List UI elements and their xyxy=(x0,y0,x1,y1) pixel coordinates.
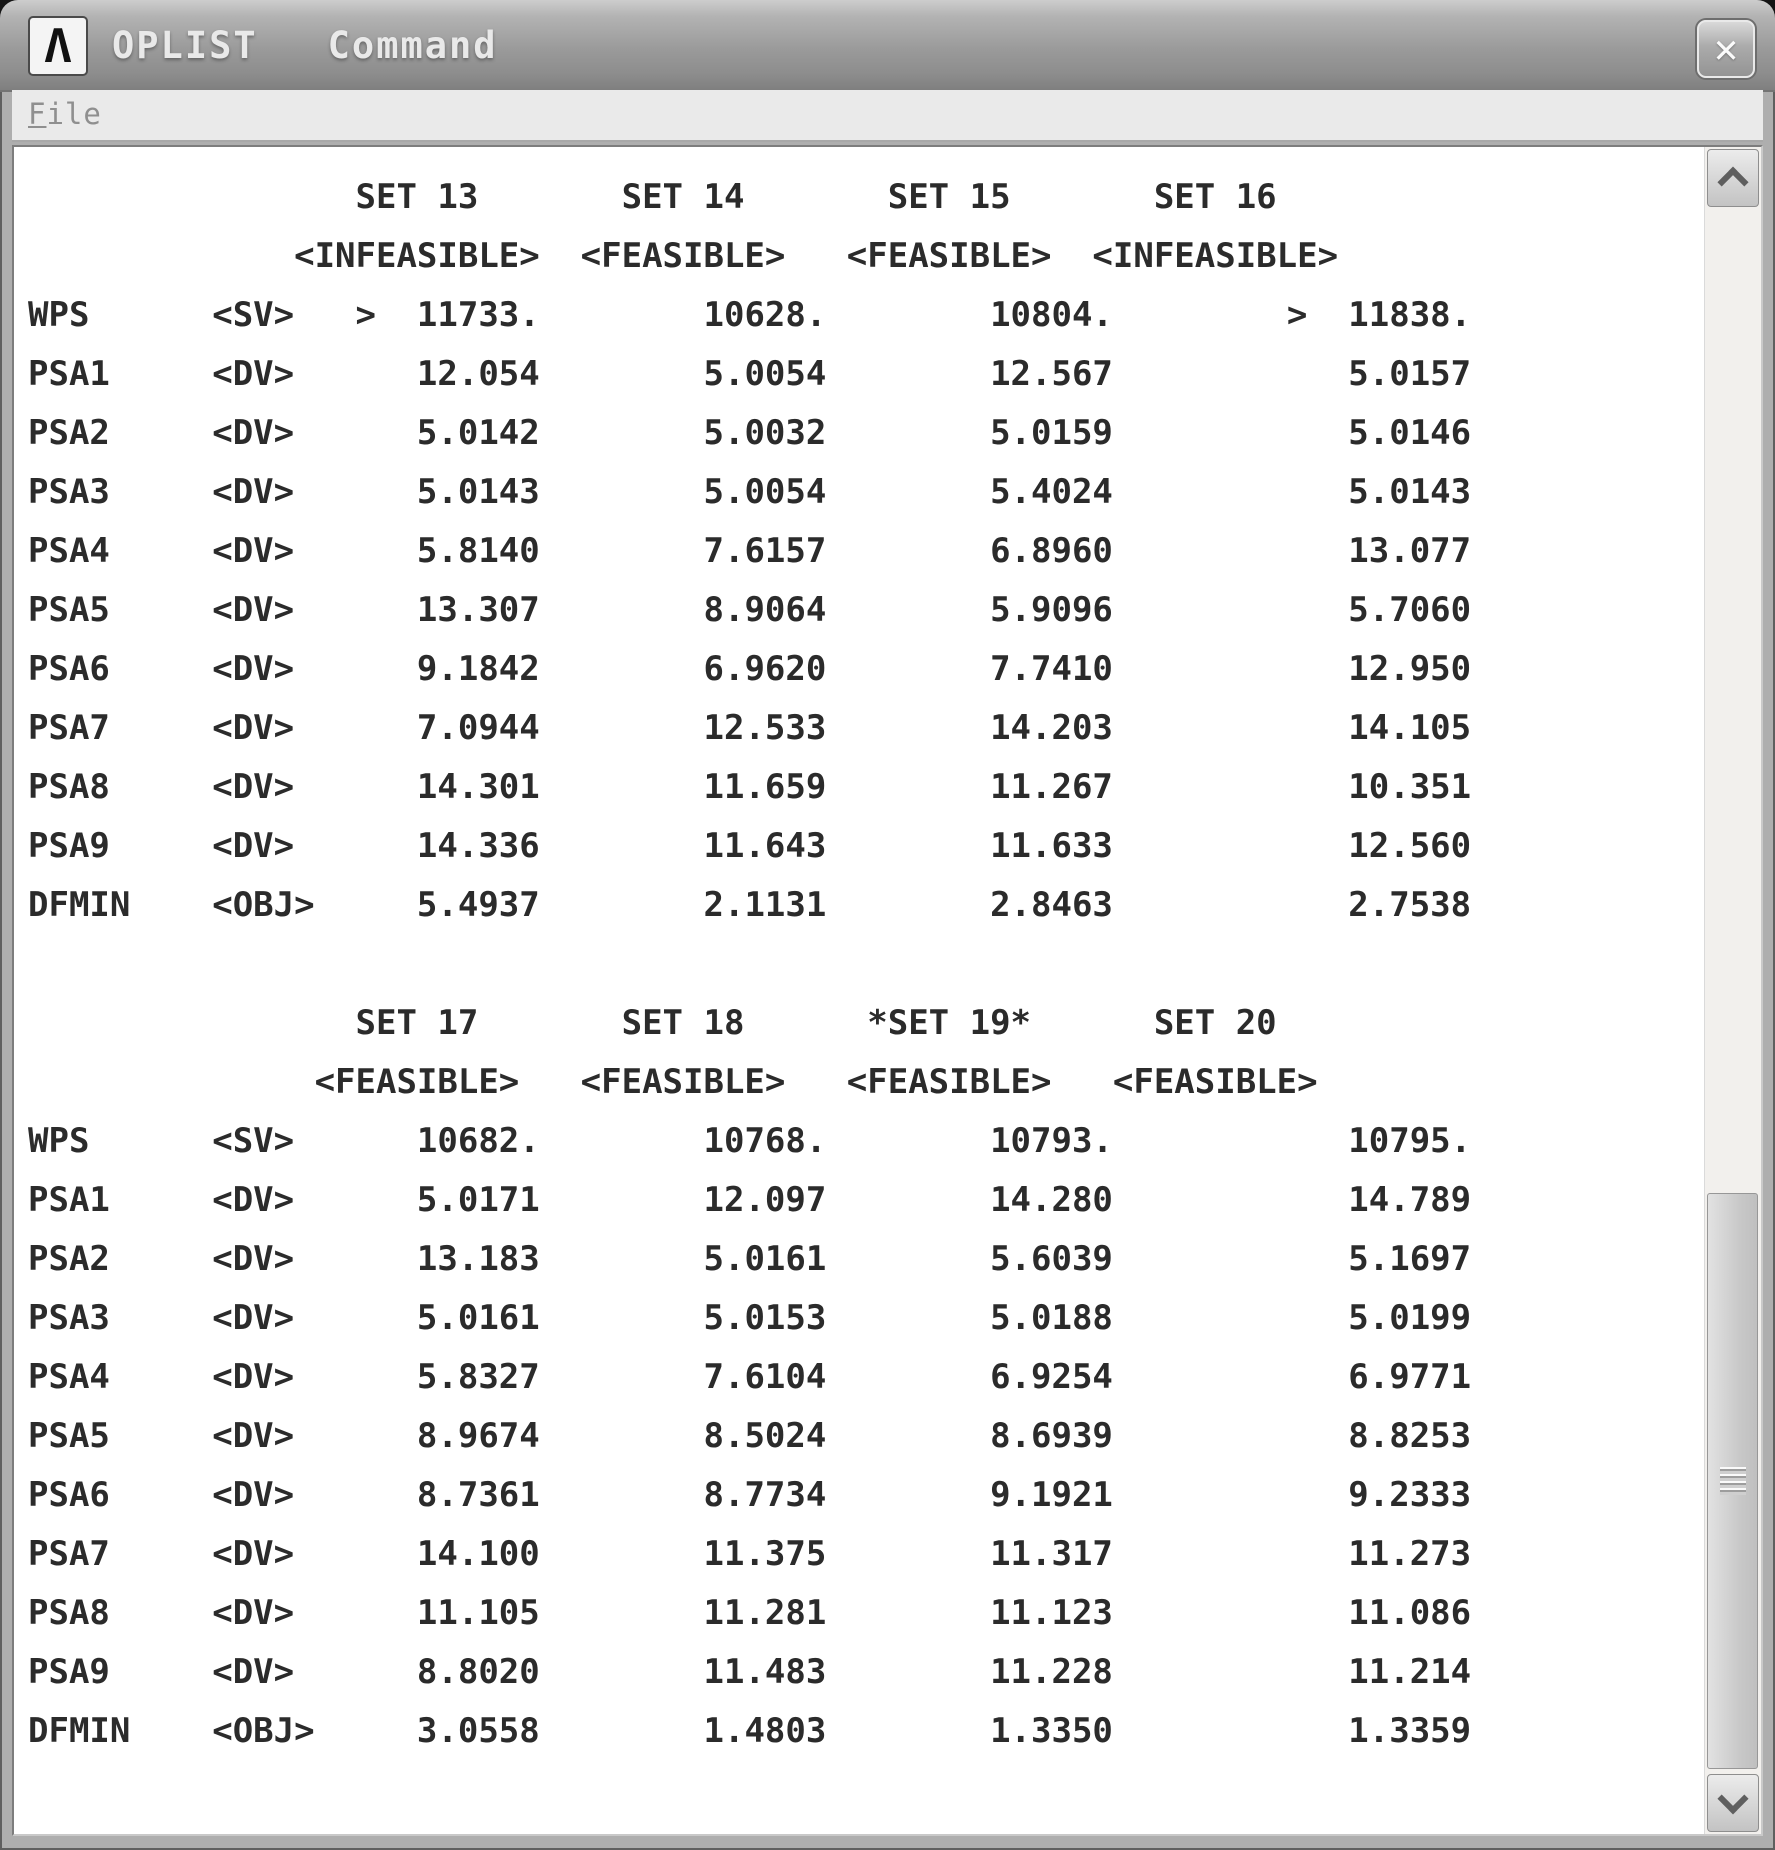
header-set-label: SET 18 xyxy=(621,1002,745,1043)
cell-value: 8.7734 xyxy=(703,1474,827,1515)
row-label: PSA9 xyxy=(28,1651,110,1692)
row-type: <DV> xyxy=(212,1651,295,1692)
cell-value: 5.0157 xyxy=(1348,353,1472,394)
row-type: <DV> xyxy=(212,1179,295,1220)
row-type: <DV> xyxy=(212,530,295,571)
row-label: PSA1 xyxy=(28,1179,110,1220)
status-row xyxy=(28,1052,1703,1111)
header-set-label: SET 13 xyxy=(355,176,479,217)
cell-value: 12.533 xyxy=(703,707,827,748)
cell-value: 14.280 xyxy=(990,1179,1113,1220)
row-type: <DV> xyxy=(212,471,295,512)
app-title: OPLIST xyxy=(112,23,258,67)
cell-value: 5.0188 xyxy=(990,1297,1113,1338)
header-set-label: SET 15 xyxy=(887,176,1011,217)
row-type: <DV> xyxy=(212,1356,295,1397)
row-type: <DV> xyxy=(212,1238,295,1279)
close-icon: ✕ xyxy=(1713,26,1739,72)
cell-value: 11.105 xyxy=(416,1592,540,1633)
table-row xyxy=(28,521,1703,580)
cell-value: 1.3359 xyxy=(1348,1710,1472,1751)
row-label: PSA6 xyxy=(28,648,110,689)
cell-value: 5.0161 xyxy=(703,1238,827,1279)
status-label: <INFEASIBLE> xyxy=(294,235,540,276)
scroll-up-button[interactable] xyxy=(1707,149,1759,207)
table-row xyxy=(28,403,1703,462)
cell-value: 5.0143 xyxy=(1348,471,1472,512)
row-label: PSA2 xyxy=(28,412,110,453)
cell-value: 5.0143 xyxy=(416,471,540,512)
cell-value: 8.8020 xyxy=(416,1651,540,1692)
row-type: <SV> xyxy=(212,294,295,335)
row-type: <DV> xyxy=(212,766,295,807)
table-row xyxy=(28,285,1703,344)
cell-value: 7.7410 xyxy=(990,648,1113,689)
vertical-scrollbar[interactable] xyxy=(1704,147,1761,1834)
row-type: <DV> xyxy=(212,707,295,748)
cell-value: 13.077 xyxy=(1348,530,1472,571)
cell-value: 5.1697 xyxy=(1348,1238,1472,1279)
app-logo-icon[interactable] xyxy=(28,16,88,76)
cell-value: 10793. xyxy=(990,1120,1113,1161)
cell-value: 10.351 xyxy=(1348,766,1472,807)
header-set-label: SET 20 xyxy=(1153,1002,1277,1043)
cell-value: 8.7361 xyxy=(416,1474,540,1515)
row-label: PSA7 xyxy=(28,1533,110,1574)
cell-value: 6.8960 xyxy=(990,530,1113,571)
table-row xyxy=(28,1229,1703,1288)
row-label: WPS xyxy=(28,1120,90,1161)
cell-value: 5.0161 xyxy=(416,1297,540,1338)
cell-value: 7.6104 xyxy=(703,1356,827,1397)
cell-value: 8.8253 xyxy=(1348,1415,1472,1456)
cell-value: 12.097 xyxy=(703,1179,827,1220)
result-table-sets-13-16 xyxy=(28,167,1703,934)
cell-value: 2.7538 xyxy=(1348,884,1472,925)
menu-bar xyxy=(12,90,1763,142)
cell-value: 7.0944 xyxy=(416,707,540,748)
cell-value: 8.6939 xyxy=(990,1415,1113,1456)
cell-value: 5.4937 xyxy=(416,884,540,925)
row-type: <DV> xyxy=(212,412,295,453)
cell-value: 6.9254 xyxy=(990,1356,1113,1397)
row-type: <DV> xyxy=(212,1533,295,1574)
row-label: WPS xyxy=(28,294,90,335)
row-type: <DV> xyxy=(212,353,295,394)
cell-value: 5.0146 xyxy=(1348,412,1472,453)
row-label: PSA5 xyxy=(28,1415,110,1456)
cell-value: 8.9064 xyxy=(703,589,827,630)
table-row xyxy=(28,757,1703,816)
row-type: <DV> xyxy=(212,648,295,689)
header-set-label: SET 14 xyxy=(621,176,745,217)
cell-value: 10795. xyxy=(1348,1120,1472,1161)
cell-value: 10804. xyxy=(990,294,1113,335)
cell-value: 14.100 xyxy=(416,1533,540,1574)
menu-item-file[interactable]: File xyxy=(28,97,102,131)
row-label: PSA5 xyxy=(28,589,110,630)
table-row xyxy=(28,1583,1703,1642)
cell-value: 11.643 xyxy=(703,825,827,866)
row-type: <DV> xyxy=(212,1415,295,1456)
row-label: PSA3 xyxy=(28,471,110,512)
cell-value: 12.950 xyxy=(1348,648,1472,689)
cell-value: 9.1921 xyxy=(990,1474,1113,1515)
title-bar[interactable] xyxy=(0,0,1775,92)
table-row xyxy=(28,1347,1703,1406)
header-set-label: SET 17 xyxy=(355,1002,479,1043)
cell-value: 7.6157 xyxy=(703,530,827,571)
status-label: <FEASIBLE> xyxy=(846,235,1052,276)
chevron-down-icon xyxy=(1717,1783,1748,1814)
cell-value: 1.3350 xyxy=(990,1710,1113,1751)
table-row xyxy=(28,639,1703,698)
listing-text xyxy=(14,147,1703,1834)
row-label: PSA4 xyxy=(28,1356,110,1397)
cell-value: 9.2333 xyxy=(1348,1474,1472,1515)
table-row xyxy=(28,1288,1703,1347)
cell-value: 11.633 xyxy=(990,825,1113,866)
status-row xyxy=(28,226,1703,285)
row-type: <DV> xyxy=(212,1474,295,1515)
cell-value: 2.8463 xyxy=(990,884,1113,925)
table-row xyxy=(28,1465,1703,1524)
cell-value: 13.307 xyxy=(416,589,540,630)
row-type: <DV> xyxy=(212,1592,295,1633)
scrollbar-grip-icon xyxy=(1720,1467,1746,1495)
cell-value: 5.0153 xyxy=(703,1297,827,1338)
cell-value: 5.4024 xyxy=(990,471,1113,512)
cell-value: 8.5024 xyxy=(703,1415,827,1456)
cell-value: 6.9771 xyxy=(1348,1356,1472,1397)
status-label: <FEASIBLE> xyxy=(580,235,786,276)
cell-value: 5.0159 xyxy=(990,412,1113,453)
cell-value: 13.183 xyxy=(416,1238,540,1279)
cell-value: 10768. xyxy=(703,1120,827,1161)
cell-value: 5.7060 xyxy=(1348,589,1472,630)
table-row xyxy=(28,580,1703,639)
table-row xyxy=(28,1406,1703,1465)
row-type: <DV> xyxy=(212,825,295,866)
row-label: PSA8 xyxy=(28,766,110,807)
cell-value: 11.659 xyxy=(703,766,827,807)
status-label: <FEASIBLE> xyxy=(846,1061,1052,1102)
row-label: PSA2 xyxy=(28,1238,110,1279)
row-label: PSA1 xyxy=(28,353,110,394)
header-row xyxy=(28,993,1703,1052)
cell-value: 14.301 xyxy=(416,766,540,807)
cell-value: 11.273 xyxy=(1348,1533,1472,1574)
cell-value: 5.6039 xyxy=(990,1238,1113,1279)
cell-value: 11.123 xyxy=(990,1592,1113,1633)
table-row xyxy=(28,698,1703,757)
row-type: <SV> xyxy=(212,1120,295,1161)
status-label: <INFEASIBLE> xyxy=(1092,235,1339,276)
table-row xyxy=(28,1642,1703,1701)
cell-value: 3.0558 xyxy=(416,1710,540,1751)
table-row xyxy=(28,1111,1703,1170)
cell-value: 5.0171 xyxy=(416,1179,540,1220)
header-set-label: SET 16 xyxy=(1153,176,1277,217)
table-row xyxy=(28,1701,1703,1760)
cell-value: 10628. xyxy=(703,294,827,335)
row-type: <DV> xyxy=(212,1297,295,1338)
row-label: PSA6 xyxy=(28,1474,110,1515)
table-row xyxy=(28,344,1703,403)
cell-value: 2.1131 xyxy=(703,884,827,925)
cell-value: 14.203 xyxy=(990,707,1113,748)
scrollbar-thumb[interactable] xyxy=(1707,1193,1758,1769)
cell-value: 5.0142 xyxy=(416,412,540,453)
cell-value: 8.9674 xyxy=(416,1415,540,1456)
cell-value: 9.1842 xyxy=(416,648,540,689)
cell-value: 14.105 xyxy=(1348,707,1472,748)
row-label: PSA3 xyxy=(28,1297,110,1338)
row-label: PSA8 xyxy=(28,1592,110,1633)
table-row xyxy=(28,816,1703,875)
status-label: <FEASIBLE> xyxy=(314,1061,520,1102)
row-label: PSA7 xyxy=(28,707,110,748)
cell-value: 14.336 xyxy=(416,825,540,866)
window-title xyxy=(112,0,498,90)
cell-value: 5.0054 xyxy=(703,353,827,394)
row-type: <OBJ> xyxy=(212,884,315,925)
close-button[interactable] xyxy=(1697,20,1755,78)
row-type: <OBJ> xyxy=(212,1710,315,1751)
row-type: <DV> xyxy=(212,589,295,630)
cell-value: 1.4803 xyxy=(703,1710,827,1751)
header-row xyxy=(28,167,1703,226)
cell-value: 11.228 xyxy=(990,1651,1113,1692)
table-row xyxy=(28,875,1703,934)
header-set-label: *SET 19* xyxy=(867,1002,1032,1043)
table-row xyxy=(28,1170,1703,1229)
cell-value: 5.0054 xyxy=(703,471,827,512)
output-pane xyxy=(12,145,1763,1836)
table-gap xyxy=(28,934,1703,993)
table-row xyxy=(28,1524,1703,1583)
cell-value: 12.567 xyxy=(990,353,1113,394)
cell-value: 5.8140 xyxy=(416,530,540,571)
bound-marker: > xyxy=(1286,294,1308,335)
cell-value: 11838. xyxy=(1348,294,1472,335)
bound-marker: > xyxy=(355,294,376,335)
cell-value: 11.086 xyxy=(1348,1592,1472,1633)
cell-value: 14.789 xyxy=(1348,1179,1472,1220)
row-label: PSA4 xyxy=(28,530,110,571)
scroll-down-button[interactable] xyxy=(1707,1774,1759,1832)
row-label: DFMIN xyxy=(28,1710,131,1751)
cell-value: 5.9096 xyxy=(990,589,1113,630)
cell-value: 12.054 xyxy=(416,353,540,394)
cell-value: 11733. xyxy=(416,294,540,335)
row-label: DFMIN xyxy=(28,884,131,925)
row-label: PSA9 xyxy=(28,825,110,866)
cell-value: 10682. xyxy=(416,1120,540,1161)
cell-value: 12.560 xyxy=(1348,825,1472,866)
cell-value: 11.214 xyxy=(1348,1651,1472,1692)
cell-value: 11.375 xyxy=(703,1533,827,1574)
cell-value: 11.317 xyxy=(990,1533,1113,1574)
cell-value: 11.281 xyxy=(703,1592,827,1633)
status-label: <FEASIBLE> xyxy=(1112,1061,1318,1102)
chevron-up-icon xyxy=(1717,167,1748,198)
result-table-sets-17-20 xyxy=(28,993,1703,1760)
cell-value: 11.267 xyxy=(990,766,1113,807)
cell-value: 5.8327 xyxy=(416,1356,540,1397)
cell-value: 6.9620 xyxy=(703,648,827,689)
table-row xyxy=(28,462,1703,521)
status-label: <FEASIBLE> xyxy=(580,1061,786,1102)
cell-value: 11.483 xyxy=(703,1651,827,1692)
cell-value: 5.0032 xyxy=(703,412,827,453)
doc-title: Command xyxy=(327,23,498,67)
cell-value: 5.0199 xyxy=(1348,1297,1472,1338)
logo-glyph: Λ xyxy=(44,19,72,73)
